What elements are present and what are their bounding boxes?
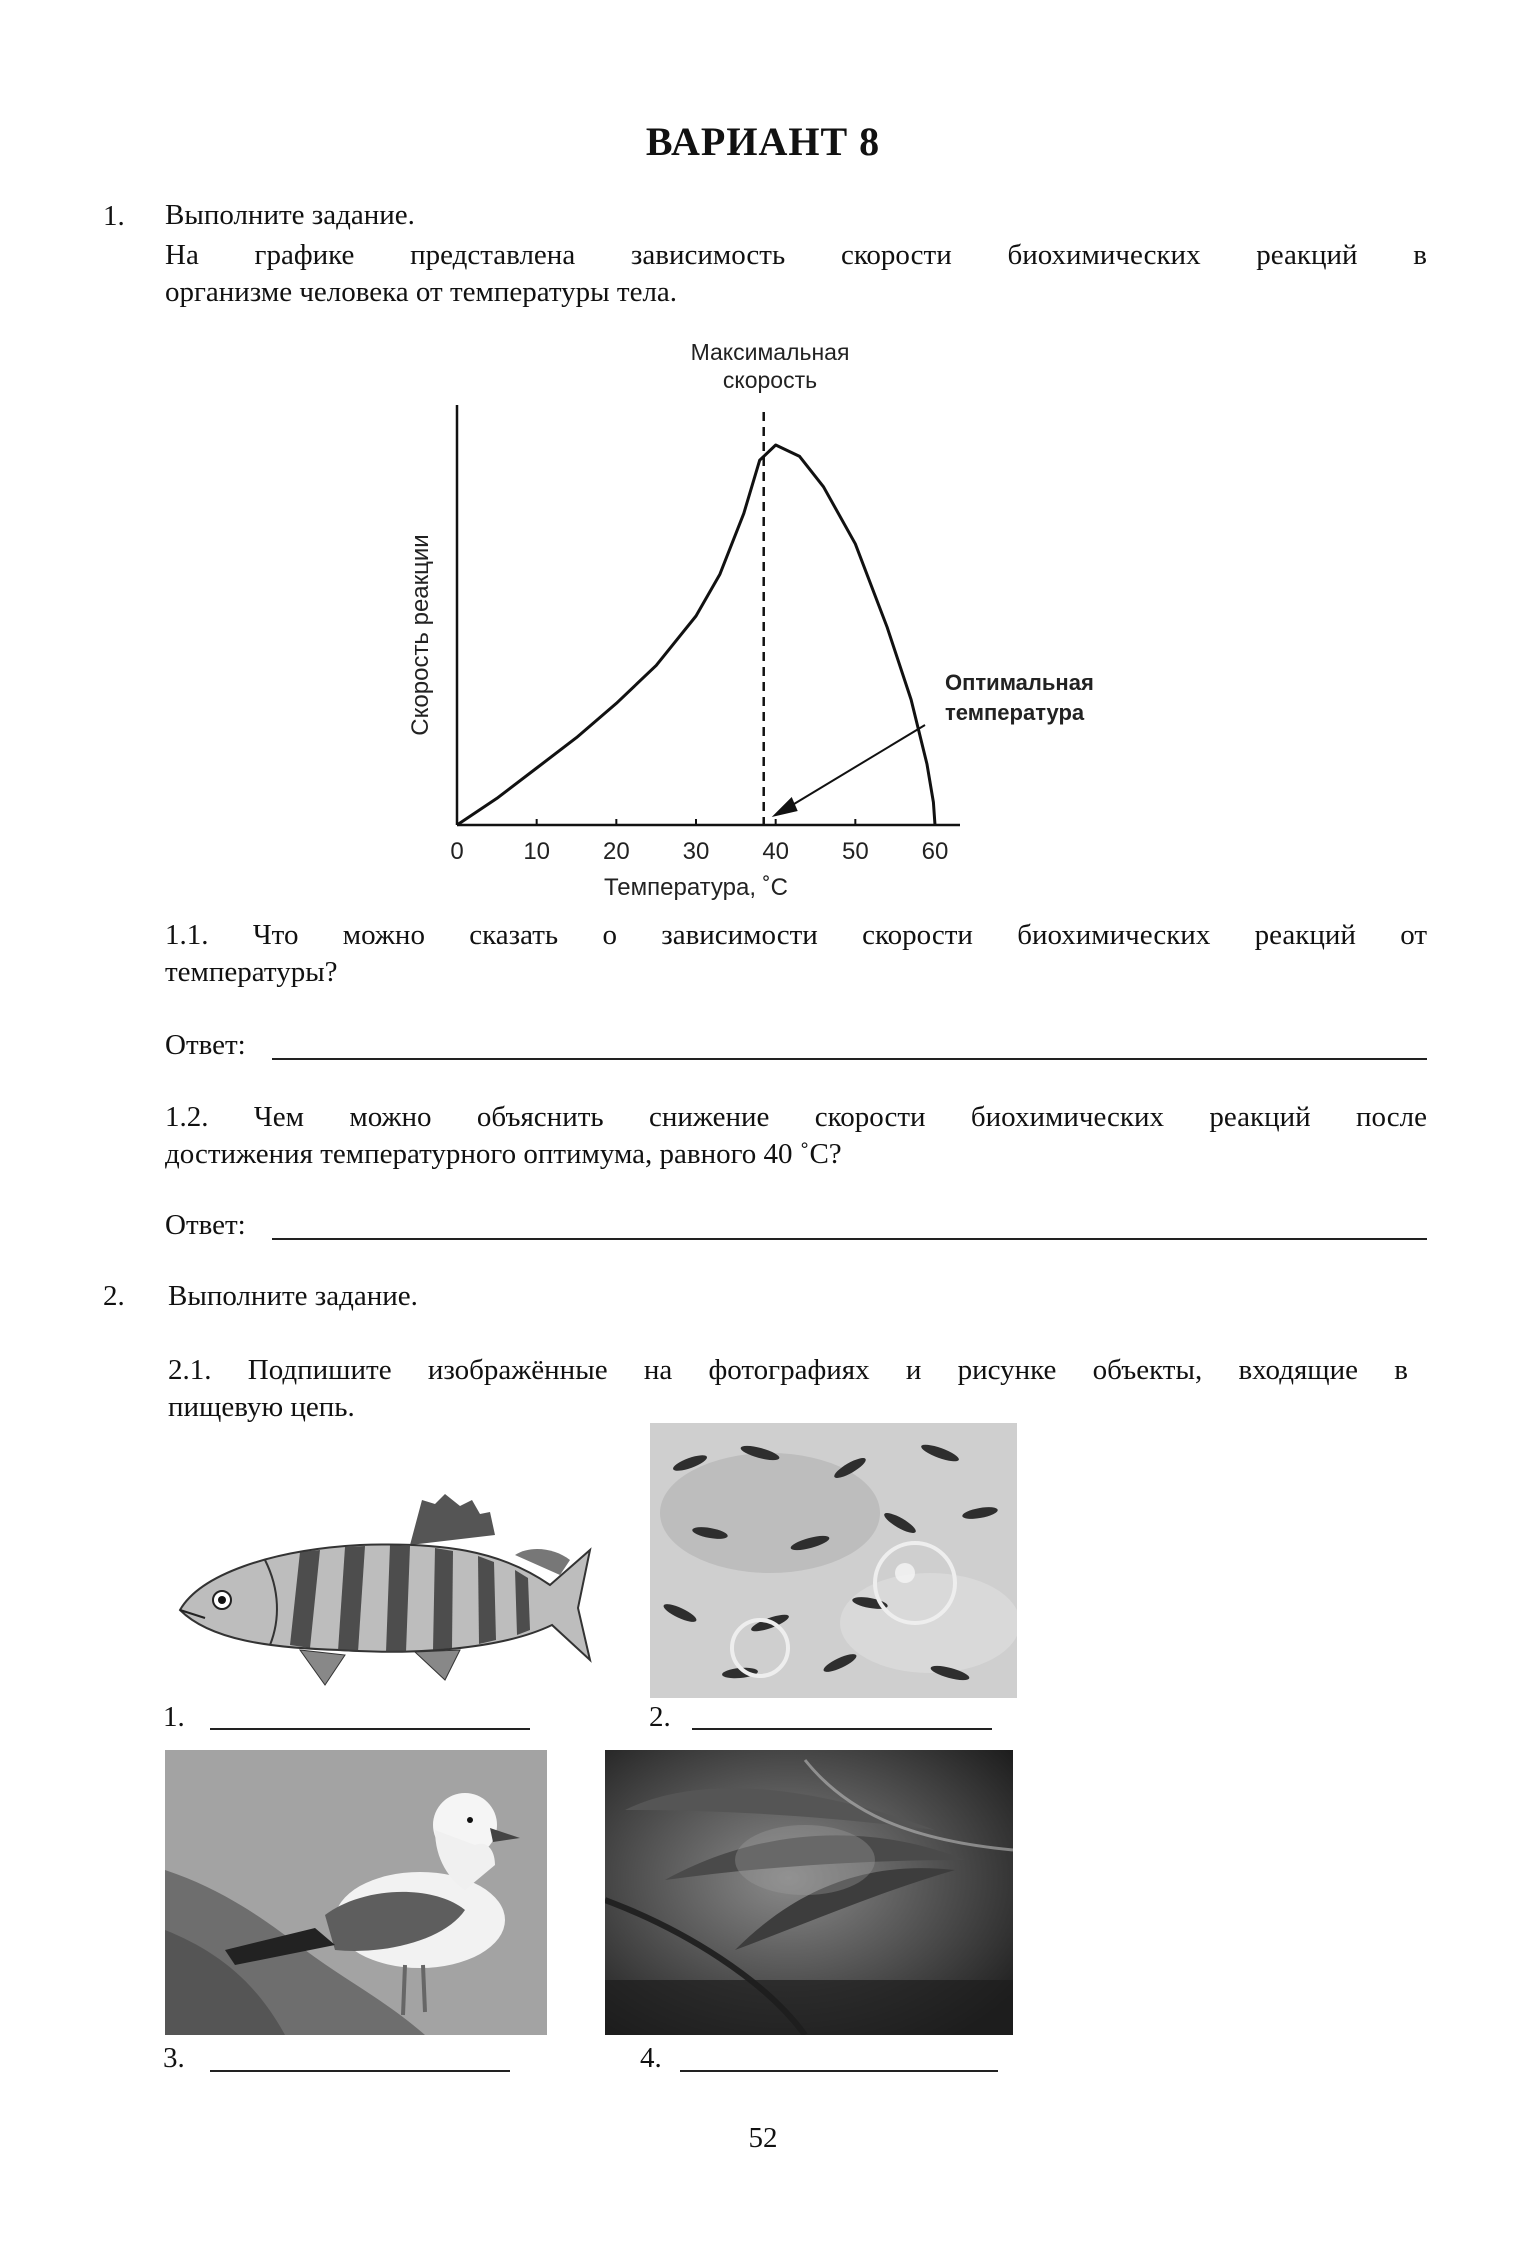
- page-title: ВАРИАНТ 8: [645, 119, 881, 164]
- question-1-1-line2: температуры?: [165, 956, 338, 988]
- reaction-rate-chart: [380, 330, 1140, 920]
- answer-label-1-1: Ответ:: [165, 1029, 246, 1061]
- x-axis-label: Температура, ˚С: [603, 874, 789, 901]
- optimal-arrow-head: [772, 797, 798, 817]
- answer-line-1-1[interactable]: [272, 1058, 1427, 1060]
- x-tick-label: 50: [841, 838, 869, 865]
- question-1-2-line2: достижения температурного оптимума, равного 40 ˚С?: [165, 1138, 842, 1170]
- optimal-arrow-line: [786, 725, 925, 809]
- task-2-instruction: Выполните задание.: [168, 1280, 418, 1312]
- task-2-number: 2.: [103, 1280, 125, 1312]
- answer-line-item-4[interactable]: [680, 2070, 998, 2072]
- answer-label-1-2: Ответ:: [165, 1209, 246, 1241]
- rate-curve: [457, 445, 935, 825]
- water-plants-photo: [605, 1750, 1013, 2035]
- annotation-optimal-line2: температура: [945, 700, 1085, 725]
- fish-fry-photo: [650, 1423, 1017, 1698]
- x-tick-label: 60: [921, 838, 949, 865]
- answer-line-1-2[interactable]: [272, 1238, 1427, 1240]
- item-1-label: 1.: [163, 1701, 185, 1733]
- y-axis-label: Скорость реакции: [407, 534, 434, 736]
- question-1-1-line1: 1.1. Что можно сказать о зависимости скорости биохимических реакций от: [165, 919, 1427, 951]
- x-tick-label: 40: [762, 838, 790, 865]
- x-tick-label: 20: [602, 838, 630, 865]
- annotation-optimal-line1: Оптимальная: [945, 670, 1094, 695]
- x-tick-label: 30: [682, 838, 710, 865]
- item-2-label: 2.: [649, 1701, 671, 1733]
- answer-line-item-2[interactable]: [692, 1728, 992, 1730]
- answer-line-item-3[interactable]: [210, 2070, 510, 2072]
- task-1-description-line1: На графике представлена зависимость скорости биохимических реакций в: [165, 239, 1427, 271]
- task-1-number: 1.: [103, 200, 125, 232]
- question-1-2-line1: 1.2. Чем можно объяснить снижение скорости биохимических реакций после: [165, 1101, 1427, 1133]
- question-2-1-line2: пищевую цепь.: [168, 1391, 355, 1423]
- item-3-label: 3.: [163, 2042, 185, 2074]
- task-1-instruction: Выполните задание.: [165, 199, 415, 231]
- annotation-max-rate-line1: Максимальная: [690, 339, 850, 365]
- x-tick-label: 0: [450, 838, 464, 865]
- annotation-max-rate-line2: скорость: [722, 367, 818, 393]
- seagull-photo: [165, 1750, 547, 2035]
- task-1-description-line2: организме человека от температуры тела.: [165, 276, 678, 308]
- page-number: 52: [748, 2122, 778, 2154]
- x-tick-label: 10: [523, 838, 551, 865]
- item-4-label: 4.: [640, 2042, 662, 2074]
- question-2-1-line1: 2.1. Подпишите изображённые на фотографиях и рисунке объекты, входящие в: [168, 1354, 1408, 1386]
- perch-fish-drawing: [160, 1490, 595, 1700]
- answer-line-item-1[interactable]: [210, 1728, 530, 1730]
